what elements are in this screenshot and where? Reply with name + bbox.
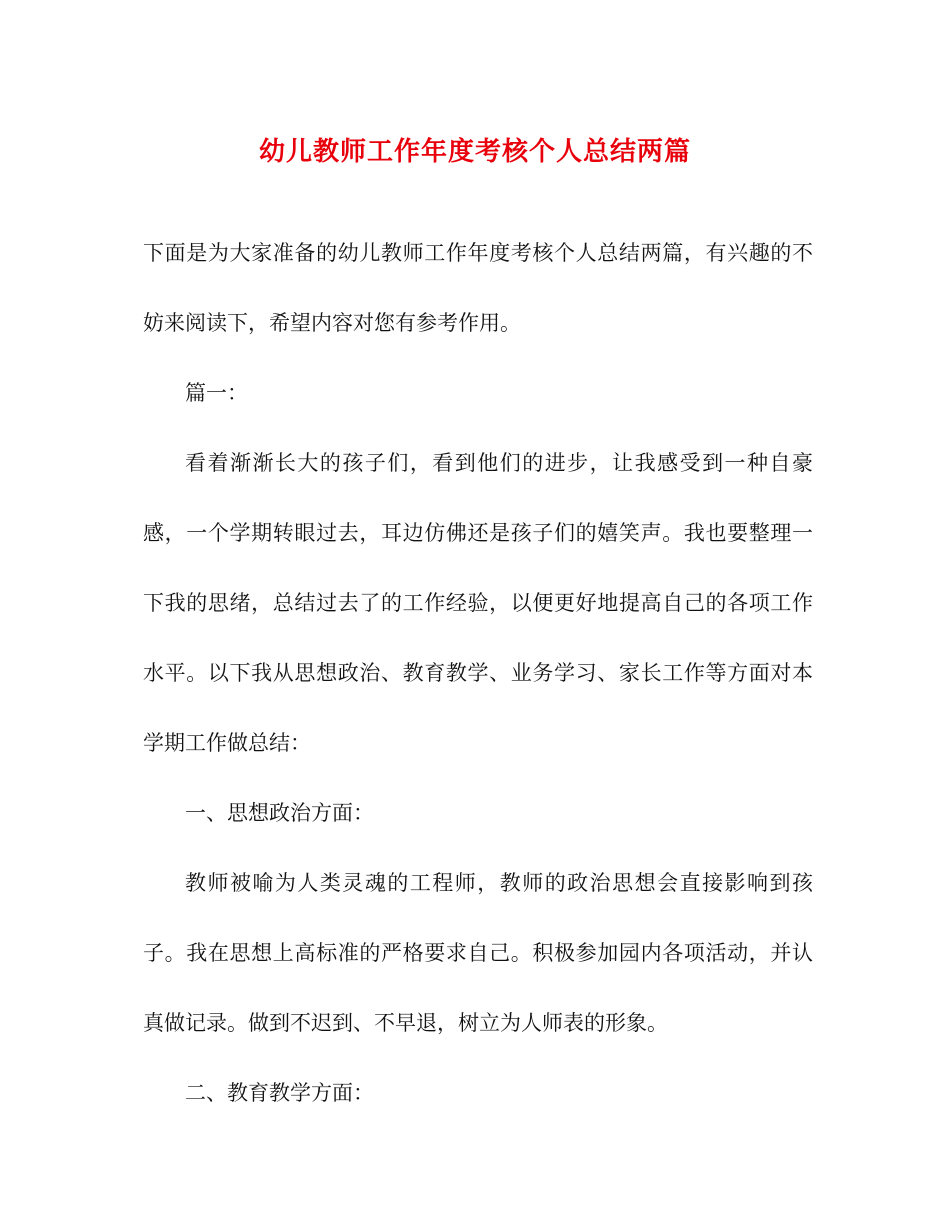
section-heading-ideology: 一、思想政治方面： <box>185 801 374 825</box>
section-heading-teaching: 二、教育教学方面： <box>185 1081 374 1105</box>
document-title: 幼儿教师工作年度考核个人总结两篇 <box>258 137 691 167</box>
document-body <box>143 218 813 1128</box>
ideology-paragraph: 教师被喻为人类灵魂的工程师，教师的政治思想会直接影响到孩子。我在思想上高标准的严格要求自己。积极参加园内各项活动，并认真做记录。做到不迟到、不早退，树立为人师表的形象。 <box>143 871 813 1035</box>
part-one-heading: 篇一： <box>185 381 248 405</box>
opening-paragraph: 看着渐渐长大的孩子们，看到他们的进步，让我感受到一种自豪感，一个学期转眼过去，耳边仿佛还是孩子们的嬉笑声。我也要整理一下我的思绪，总结过去了的工作经验，以便更好地提高自己的各项工作水平。以下我从思想政治、教育教学、业务学习、家长工作等方面对本学期工作做总结： <box>143 451 813 755</box>
intro-paragraph: 下面是为大家准备的幼儿教师工作年度考核个人总结两篇，有兴趣的不妨来阅读下，希望内容对您有参考作用。 <box>143 241 813 335</box>
